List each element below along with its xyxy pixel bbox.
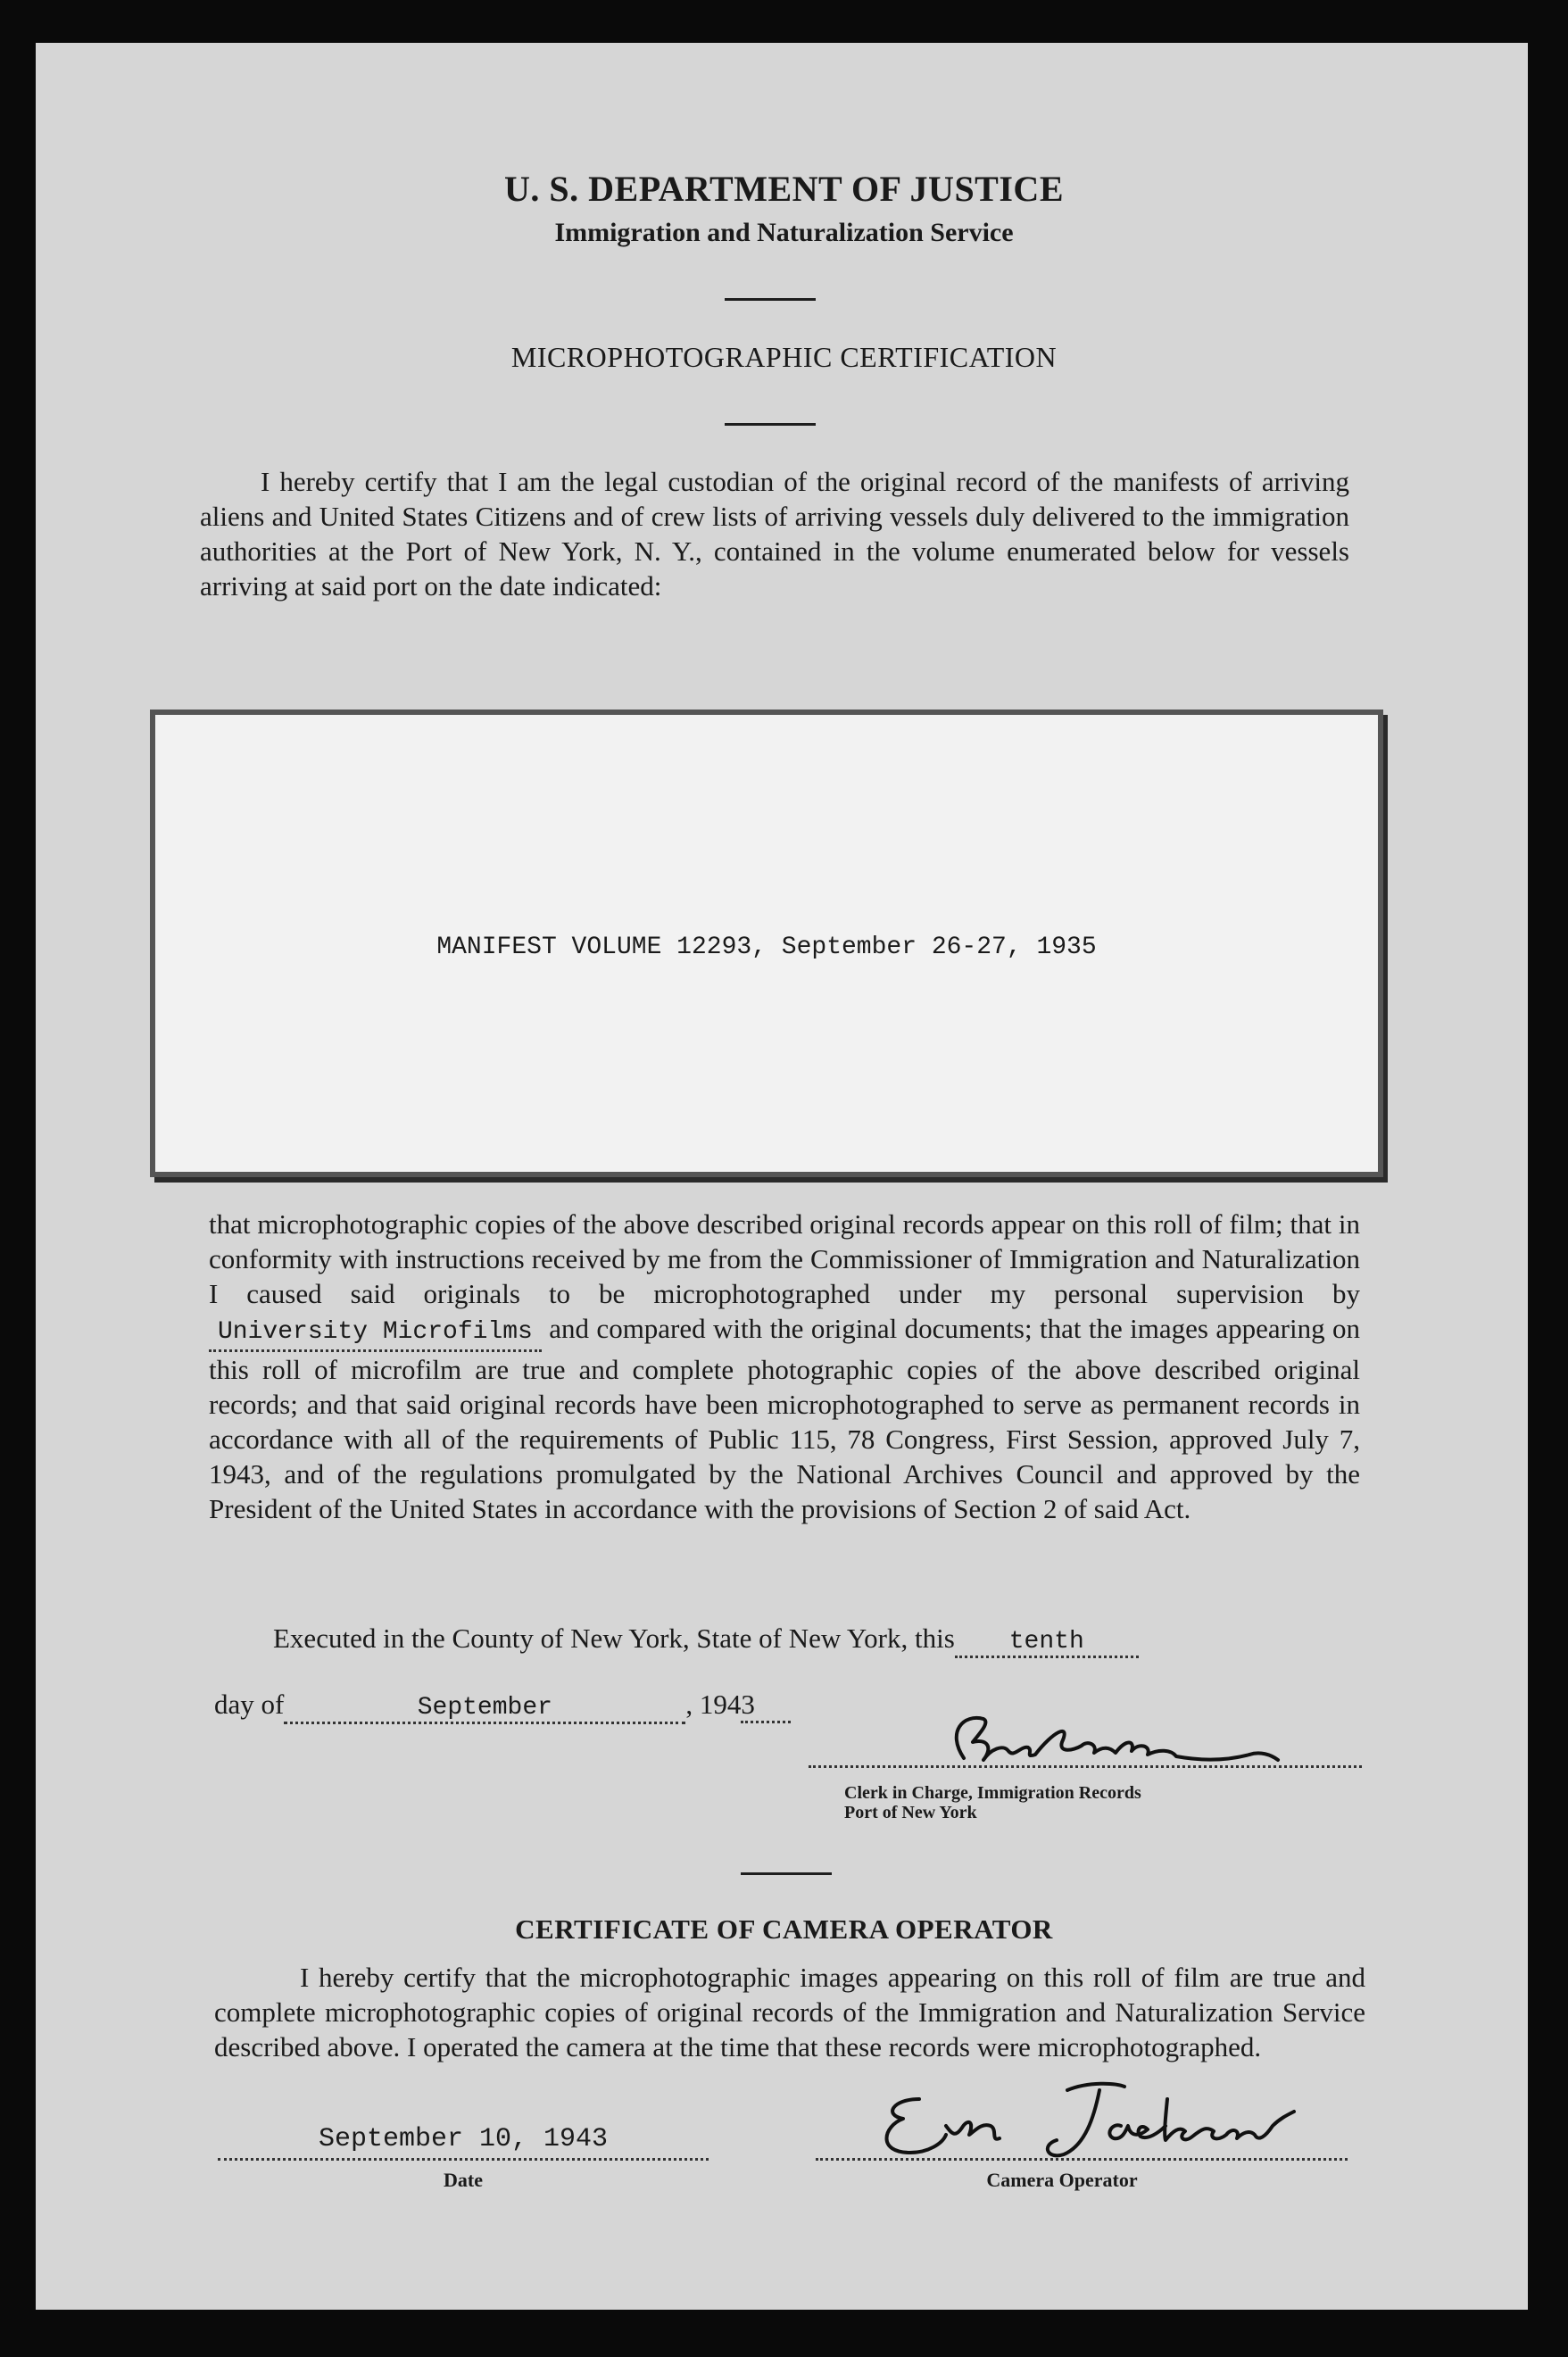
execution-date-line <box>214 1689 791 1724</box>
camera-date-label: Date <box>444 2169 483 2191</box>
year-digit-field <box>741 1689 791 1723</box>
year-prefix: , 194 <box>685 1689 742 1720</box>
intro-text: I hereby certify that I am the legal custodian of the original record of the manifests of arriving aliens and United States Citizens and of crew lists of arriving vessels duly delivered to the immigration authorities at the Port of New York, N. Y., contained in the volume enumerated below for vessels arriving at said port on the date indicated: <box>200 466 1349 602</box>
camera-certificate-text: I hereby certify that the microphotographic images appearing on this roll of film are true and complete microphotographic copies of original records of the Immigration and Naturalization Service described above. I operated the camera at the time that these records were microphotographed. <box>214 1962 1365 2062</box>
service-heading: Immigration and Naturalization Service <box>554 218 1014 247</box>
supervisor-field <box>209 1311 542 1352</box>
certification-paragraph <box>209 1207 1360 1526</box>
year-digit: 3 <box>741 1689 755 1720</box>
camera-date-line <box>218 2158 709 2161</box>
clerk-signature <box>928 1696 1321 1785</box>
certification-text-part2: and compared with the original documents; that the images appearing on this roll of microfilm are true and complete photographic copies of the above described original records; and that said original records have been microphotographed to serve as permanent records in accordance with all of the requirements of Public 115, 78 Congress, First Session, approved July 7, 1943, and of the regulations promulgated by the National Archives Council and approved by the President of the United States in accordance with the provisions of Section 2 of said Act. <box>209 1313 1360 1524</box>
supervisor-value: University Microfilms <box>218 1318 533 1346</box>
month-field <box>284 1689 685 1724</box>
volume-label: MANIFEST VOLUME 12293, September 26-27, 1935 <box>436 934 1097 961</box>
title-divider <box>725 423 816 426</box>
execution-prefix: Executed in the County of New York, State of New York, this <box>273 1623 955 1654</box>
section-divider <box>741 1872 832 1875</box>
clerk-title-line1: Clerk in Charge, Immigration Records <box>844 1783 1141 1803</box>
day-of-label: day of <box>214 1689 285 1720</box>
certification-text-part1: that microphotographic copies of the above described original records appear on this roll of film; that in conformity with instructions received by me from the Commissioner of Immigration and Naturalization I caused said originals to be microphotographed under my personal supervision by <box>209 1208 1360 1309</box>
document-title: MICROPHOTOGRAPHIC CERTIFICATION <box>510 341 1058 373</box>
intro-paragraph <box>200 464 1349 603</box>
clerk-signature-line <box>809 1765 1362 1768</box>
camera-certificate-title: CERTIFICATE OF CAMERA OPERATOR <box>515 1913 1053 1945</box>
camera-operator-label: Camera Operator <box>986 2169 1138 2191</box>
clerk-title <box>844 1783 1141 1822</box>
execution-day: tenth <box>1008 1628 1084 1656</box>
camera-date: September 10, 1943 <box>318 2124 609 2154</box>
agency-heading: U. S. DEPARTMENT OF JUSTICE <box>504 169 1064 209</box>
camera-operator-signature <box>857 2063 1303 2170</box>
execution-month: September <box>417 1694 552 1722</box>
execution-day-field <box>955 1623 1139 1658</box>
camera-certificate-paragraph <box>214 1960 1365 2064</box>
camera-operator-line <box>816 2158 1348 2161</box>
clerk-title-line2: Port of New York <box>844 1803 977 1822</box>
header-divider <box>725 298 816 301</box>
execution-line <box>273 1623 1362 1658</box>
